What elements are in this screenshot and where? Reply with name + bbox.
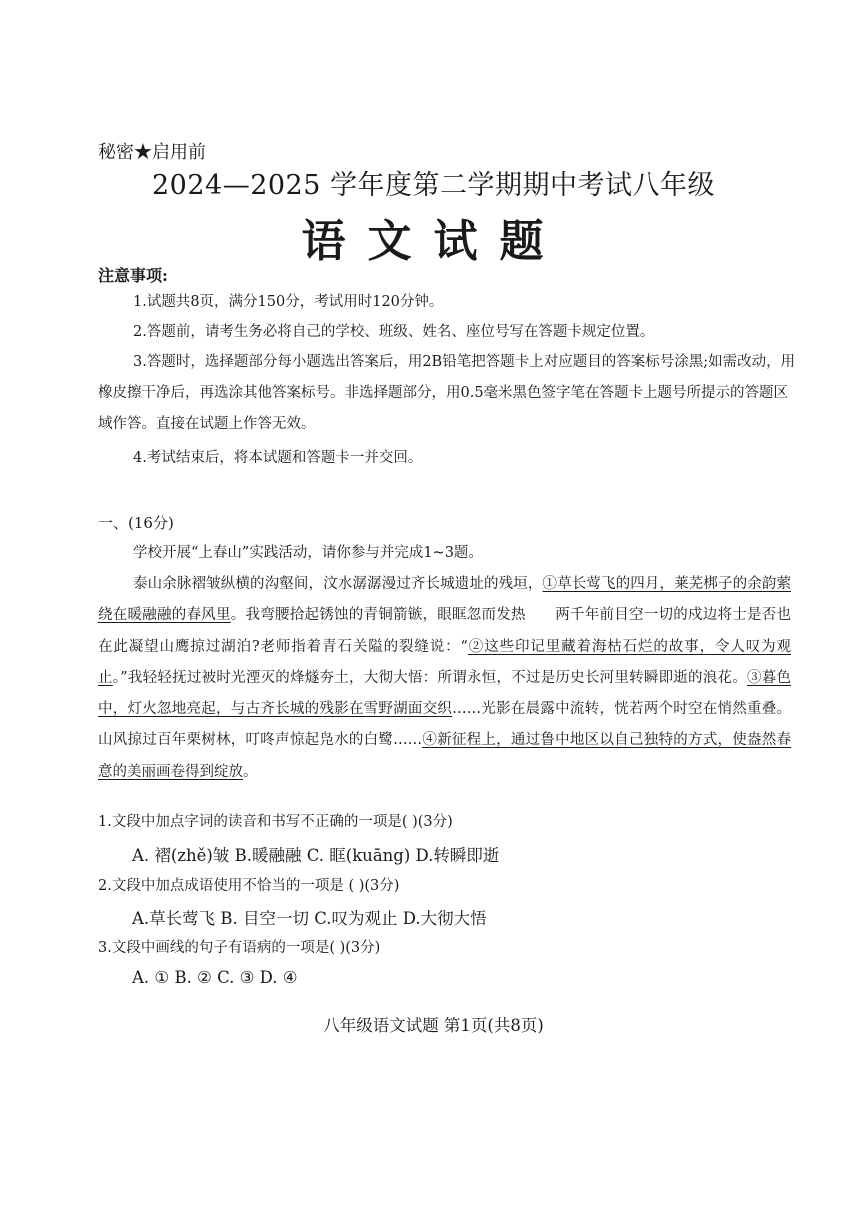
confidential-label: 秘密★启用前: [98, 142, 206, 163]
question-3-options: A. ① B. ② C. ③ D. ④: [132, 968, 298, 987]
question-3-stem: 3.文段中画线的句子有语病的一项是( )(3分): [98, 940, 381, 956]
section-intro: 学校开展“上春山”实践活动，请你参与并完成1~3题。: [133, 545, 483, 561]
passage-text: 。我弯腰拾起锈蚀的青铜箭镞，眼眶忽而发热 两千年前目空一切的戍边将士是否也在此凝望山鹰掠过湖泊?老师指着青石关隘的裂缝说：“: [98, 607, 791, 655]
note-item: 1.试题共8页，满分150分，考试用时120分钟。: [133, 294, 444, 310]
question-2-stem: 2.文段中加点成语使用不恰当的一项是 ( )(3分): [98, 878, 400, 894]
passage-text: 泰山余脉褶皱纵横的沟壑间，汶水潺潺漫过齐长城遗址的残垣，: [133, 576, 543, 592]
underlined-sentence-1: ①草长莺飞的四月，莱芜梆子的余韵萦绕在暖融融的春风里: [98, 576, 791, 624]
subject-title: 语文试题: [301, 216, 566, 267]
question-2-options: A.草长莺飞 B. 目空一切 C.叹为观止 D.大彻大悟: [132, 909, 487, 928]
note-item: 2.答题前，请考生务必将自己的学校、班级、姓名、座位号写在答题卡规定位置。: [133, 324, 655, 340]
question-1-options: A. 褶(zhě)皱 B.暖融融 C. 眶(kuāng) D.转瞬即逝: [132, 846, 500, 865]
passage-text: 。”我轻轻抚过被时光湮灭的烽燧夯土，大彻大悟：所谓永恒，不过是历史长河里转瞬即逝的浪花。: [112, 669, 748, 686]
page-footer: 八年级语文试题 第1页(共8页): [323, 1016, 544, 1035]
notes-heading: 注意事项:: [98, 266, 168, 285]
underlined-sentence-2: ②这些印记里藏着海枯石烂的故事，令人叹为观止: [98, 638, 791, 686]
note-item: 4.考试结束后，将本试题和答题卡一并交回。: [133, 450, 423, 466]
underlined-sentence-4: ④新征程上，通过鲁中地区以自己独特的方式，使盎然春意的美丽画卷得到绽放: [98, 732, 791, 780]
passage-text: ……光影在晨露中流转，恍若两个时空在悄然重叠。山风掠过百年栗树林，叮咚声惊起凫水的白鹭……: [98, 701, 792, 749]
note-item: 3.答题时，选择题部分每小题选出答案后，用2B铅笔把答题卡上对应题目的答案标号涂黑;如需改动，用橡皮擦干净后，再选涂其他答案标号。非选择题部分，用0.5毫米黑色签字笔在答题卡上题号所提示的答题区域作答。直接在试题上作答无效。: [98, 354, 796, 432]
reading-passage: [98, 569, 791, 788]
passage-text: 。: [243, 763, 258, 780]
question-1-stem: 1.文段中加点字词的读音和书写不正确的一项是( )(3分): [98, 814, 453, 830]
underlined-sentence-3: ③暮色中，灯火忽地亮起，与古齐长城的残影在雪野湖面交织: [98, 669, 791, 718]
section-heading: 一、(16分): [98, 514, 174, 532]
exam-title: 2024—2025 学年度第二学期期中考试八年级: [151, 170, 715, 201]
